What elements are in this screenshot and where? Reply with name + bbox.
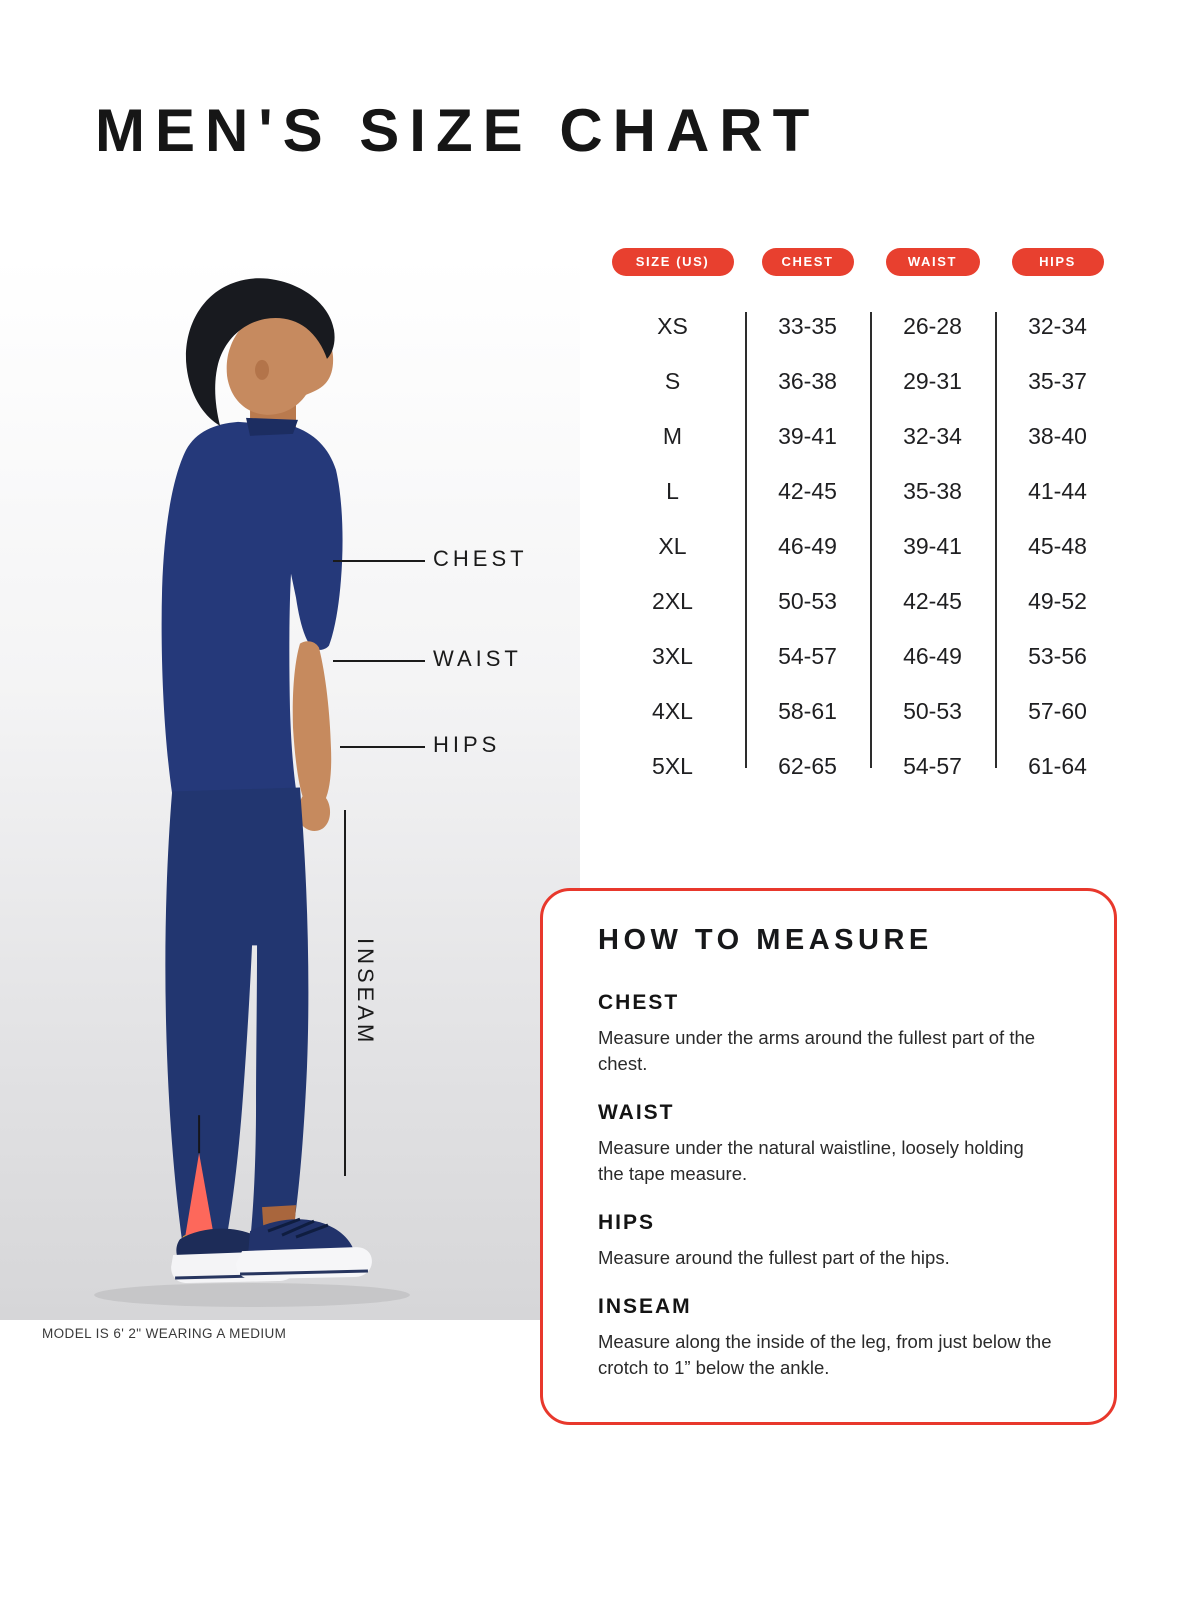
table-row xyxy=(600,739,1120,794)
cell-hips: 32-34 xyxy=(1028,313,1087,339)
column-header-hips: HIPS xyxy=(1012,248,1104,276)
cell-waist: 29-31 xyxy=(903,368,962,394)
chest-indicator-line xyxy=(333,560,425,562)
cell-hips: 35-37 xyxy=(1028,368,1087,394)
cell-chest: 42-45 xyxy=(778,478,837,504)
cell-size: S xyxy=(664,368,681,394)
cell-hips: 49-52 xyxy=(1028,588,1087,614)
cell-waist: 26-28 xyxy=(903,313,962,339)
table-row xyxy=(600,519,1120,574)
how-to-measure-title: HOW TO MEASURE xyxy=(598,924,933,956)
cell-chest: 50-53 xyxy=(778,588,837,614)
column-header-size: SIZE (US) xyxy=(612,248,734,276)
cell-chest: 58-61 xyxy=(778,698,837,724)
table-row xyxy=(600,629,1120,684)
table-row xyxy=(600,409,1120,464)
waist-indicator-label: WAIST xyxy=(433,646,522,671)
column-header-chest: CHEST xyxy=(762,248,854,276)
cell-waist: 54-57 xyxy=(903,753,962,779)
page-title: MEN'S SIZE CHART xyxy=(95,97,820,164)
chest-indicator-label: CHEST xyxy=(433,546,528,571)
measure-section-heading: WAIST xyxy=(598,1101,675,1124)
cell-waist: 35-38 xyxy=(903,478,962,504)
cell-waist: 39-41 xyxy=(903,533,962,559)
cell-size: XS xyxy=(657,313,688,339)
cell-hips: 57-60 xyxy=(1028,698,1087,724)
measure-section-text: Measure along the inside of the leg, from just below the crotch to 1” below the ankle. xyxy=(598,1331,1052,1378)
how-to-measure-box xyxy=(540,888,1117,1425)
table-row xyxy=(600,464,1120,519)
inseam-indicator-label: INSEAM xyxy=(353,938,378,1047)
measure-section-waist xyxy=(598,1101,1074,1187)
cell-size: L xyxy=(666,478,679,504)
measure-section-heading: INSEAM xyxy=(598,1295,692,1318)
cell-chest: 62-65 xyxy=(778,753,837,779)
cell-size: M xyxy=(662,423,683,449)
cell-waist: 42-45 xyxy=(903,588,962,614)
model-photo xyxy=(0,256,580,1320)
cell-hips: 38-40 xyxy=(1028,423,1087,449)
measure-section-inseam xyxy=(598,1295,1074,1381)
cell-hips: 45-48 xyxy=(1028,533,1087,559)
size-table-header xyxy=(600,248,1120,276)
cell-chest: 54-57 xyxy=(778,643,837,669)
measure-section-text: Measure around the fullest part of the hips. xyxy=(598,1247,950,1268)
measure-section-hips xyxy=(598,1211,1074,1271)
measure-section-chest xyxy=(598,991,1074,1077)
cell-size: XL xyxy=(658,533,687,559)
size-table-body xyxy=(600,299,1120,794)
measure-section-heading: HIPS xyxy=(598,1211,656,1234)
measure-section-text: Measure under the natural waistline, loosely holding the tape measure. xyxy=(598,1137,1024,1184)
table-row xyxy=(600,574,1120,629)
cell-hips: 53-56 xyxy=(1028,643,1087,669)
inseam-indicator-line xyxy=(344,810,346,1176)
cell-size: 5XL xyxy=(652,753,693,779)
cell-hips: 41-44 xyxy=(1028,478,1087,504)
cell-chest: 36-38 xyxy=(778,368,837,394)
cell-hips: 61-64 xyxy=(1028,753,1087,779)
model-caption: MODEL IS 6' 2" WEARING A MEDIUM xyxy=(42,1326,287,1341)
model-figure-illustration xyxy=(0,256,580,1320)
cell-waist: 46-49 xyxy=(903,643,962,669)
table-row xyxy=(600,354,1120,409)
table-row xyxy=(600,684,1120,739)
measure-section-text: Measure under the arms around the fullest part of the chest. xyxy=(598,1027,1036,1074)
hips-indicator-label: HIPS xyxy=(433,732,501,757)
cell-waist: 50-53 xyxy=(903,698,962,724)
cell-chest: 33-35 xyxy=(778,313,837,339)
cell-chest: 46-49 xyxy=(778,533,837,559)
cell-size: 4XL xyxy=(652,698,693,724)
cell-size: 3XL xyxy=(652,643,693,669)
column-header-waist: WAIST xyxy=(886,248,980,276)
cell-chest: 39-41 xyxy=(778,423,837,449)
cell-size: 2XL xyxy=(652,588,693,614)
cell-waist: 32-34 xyxy=(903,423,962,449)
waist-indicator-line xyxy=(333,660,425,662)
measure-section-heading: CHEST xyxy=(598,991,680,1014)
table-row xyxy=(600,299,1120,354)
hips-indicator-line xyxy=(340,746,425,748)
